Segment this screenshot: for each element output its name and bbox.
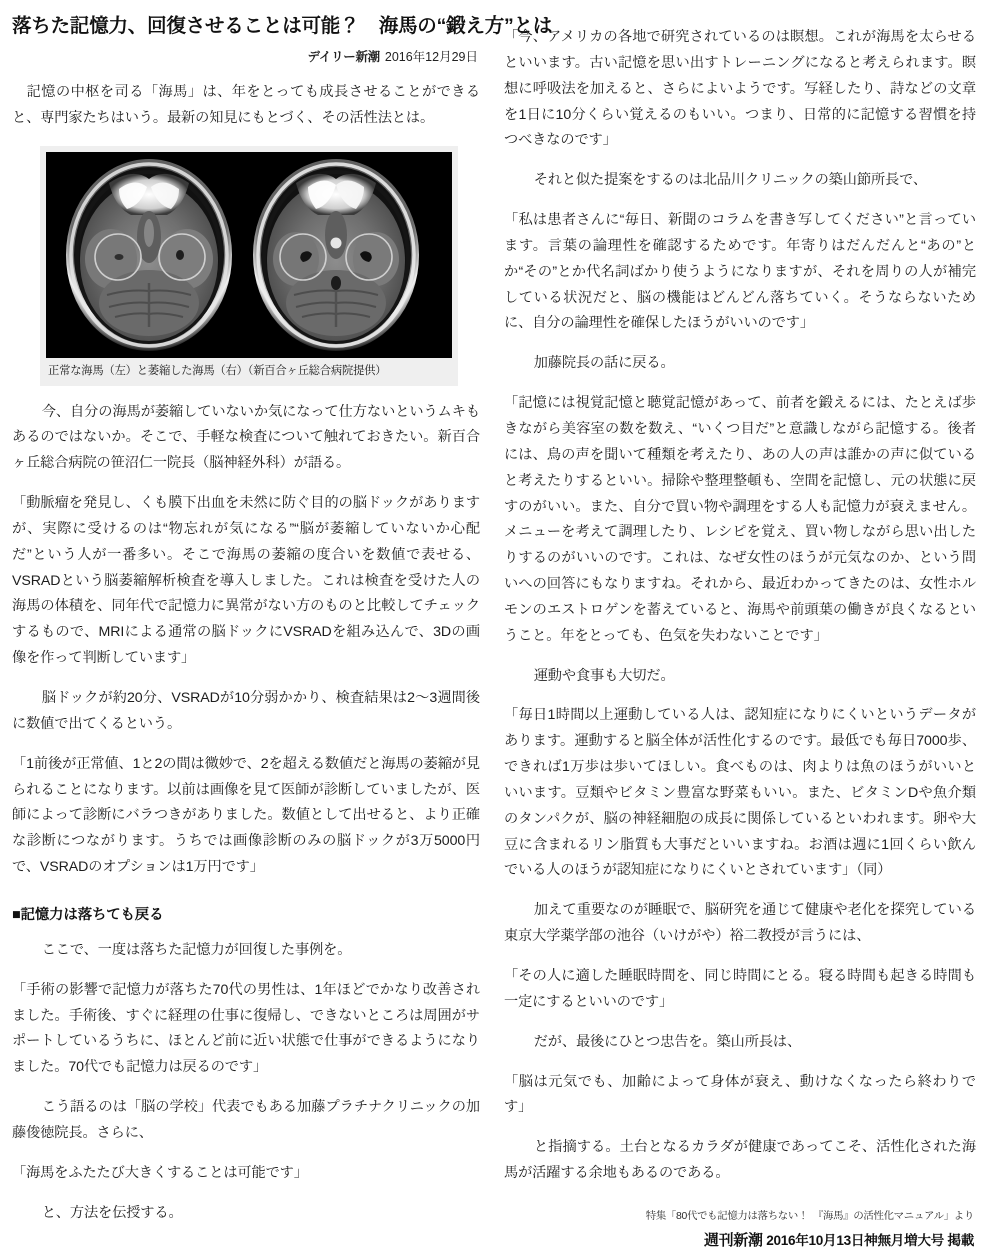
paragraph: 「海馬をふたたび大きくすることは可能です」: [12, 1164, 308, 1181]
lead-paragraph: 記憶の中枢を司る「海馬」は、年をとっても成長させることができると、専門家たちはいう。最新の知見にもとづく、その活性法とは。: [12, 83, 480, 126]
footer-attribution: [504, 1207, 976, 1250]
paragraph: 「その人に適した睡眠時間を、同じ時間にとる。寝る時間も起きる時間も一定にするといいのです」: [504, 968, 976, 1010]
paragraph: 「毎日1時間以上運動している人は、認知症になりにくいというデータがあります。運動すると脳全体が活性化するのです。最低でも毎日7000歩、できれば1万歩は歩いてほしい。食べものは、肉よりは魚のほうがいいといいます。豆類やビタミン豊富な野菜もいい。また、ビタミンDや魚介類のタンパクが、脳の神経細胞の成長に関係しているといわれます。卵や大豆に含まれるリン脂質も大事だといいますね。お酒は週に1回くらい飲んでいる人のほうが認知症になりにくいとされています」（同）: [504, 707, 976, 879]
paragraph: 「動脈瘤を発見し、くも膜下出血を未然に防ぐ目的の脳ドックがありますが、実際に受けるのは“物忘れが気になる”“脳が萎縮していないか心配だ”という人が一番多い。そこで海馬の萎縮の度合いを数値で表せる、VSRADという脳萎縮解析検査を導入しました。これは検査を受けた人の海馬の体積を、同年代で記憶力に異常がない方のものと比較してチェックするもので、MRIによる通常の脳ドックにVSRADを組み込んで、3Dの画像を作って判断しています」: [12, 495, 480, 667]
paragraph: 「記憶には視覚記憶と聴覚記憶があって、前者を鍛えるには、たとえば歩きながら美容室の数を数え、“いくつ目だ”と意識しながら記憶する。後者には、鳥の声を聞いて種類を考えたり、あの人の声は誰かの声に似ていると考えたりするといい。掃除や整理整頓も、空間を記憶し、元の状態に戻すのがいい。また、自分で買い物や調理をする人も記憶力が衰えません。メニューを考えて調理したり、レシピを覚え、買い物しながら思い出したりするのがいいのです。これは、なぜ女性のほうが元気なのか、という問いへの回答にもなりますね。それから、最近わかってきたのは、女性ホルモンのエストロゲンを蓄えていると、海馬や前頭葉の働きが良くなるということ。年をとっても、色気を失わないことです」: [504, 395, 976, 644]
paragraph: 「私は患者さんに“毎日、新聞のコラムを書き写してください”と言っています。言葉の論理性を確認するためです。年寄りはだんだんと“あの”とか“その”とか代名詞ばかり使うようになりますが、それを周りの人が補完している状況だと、脳の機能はどんどん落ちていく。そうならないために、自分の論理性を確保したほうがいいのです」: [504, 212, 976, 332]
paragraph: ここで、一度は落ちた記憶力が回復した事例を。: [27, 941, 352, 958]
paragraph: と、方法を伝授する。: [27, 1204, 183, 1221]
byline-source: デイリー新潮: [307, 49, 380, 64]
paragraph: 加えて重要なのが睡眠で、脳研究を通じて健康や老化を探究している東京大学薬学部の池谷（いけがや）裕二教授が言うには、: [504, 902, 976, 945]
footer-magazine: [504, 1229, 974, 1250]
paragraph: こう語るのは「脳の学校」代表でもある加藤プラチナクリニックの加藤俊徳院長。さらに、: [12, 1099, 480, 1141]
paragraph: だが、最後にひとつ忠告を。築山所長は、: [519, 1033, 802, 1050]
paragraph: 「1前後が正常値、1と2の間は微妙で、2を超える数値だと海馬の萎縮が見られることになります。以前は画像を見て医師が診断していましたが、医師によって診断にバラつきがありました。数値として出せると、より正確な診断につながります。うちでは画像診断のみの脳ドックが3万5000円で、VSRADのオプションは1万円です」: [12, 755, 480, 876]
mri-image: [46, 152, 452, 358]
section-heading: ■記憶力は落ちても戻る: [12, 906, 164, 923]
left-column: [12, 10, 553, 1227]
paragraph: 運動や食事も大切だ。: [519, 667, 675, 684]
paragraph: 今、自分の海馬が萎縮していないか気になって仕方ないというムキもあるのではないか。そこで、手軽な検査について触れておきたい。新百合ヶ丘総合病院の笹沼仁一院長（脳神経外科）が語る。: [12, 403, 480, 472]
byline: [12, 47, 480, 65]
byline-date: 2016年12月29日: [384, 49, 478, 64]
paragraph: 「今、アメリカの各地で研究されているのは瞑想。これが海馬を太らせるといいます。古い記憶を思い出すトレーニングになると考えられます。瞑想に呼吸法を加えると、さらによいようです。写経したり、詩などの文章を1日に10分くらい覚えるのもいい。つまり、日常的に記憶する習慣を持つべきなのです」: [504, 29, 976, 149]
right-column: [494, 10, 976, 1250]
figure-caption: 正常な海馬（左）と萎縮した海馬（右）（新百合ヶ丘総合病院提供）: [46, 358, 452, 386]
paragraph: 「手術の影響で記憶力が落ちた70代の男性は、1年ほどでかなり改善されました。手術後、すぐに経理の仕事に復帰し、できないところは周囲がサポートしているうちに、ほとんど前に近い状態で仕事ができるようになりました。70代でも記憶力は戻るのです」: [12, 981, 480, 1076]
paragraph: と指摘する。土台となるカラダが健康であってこそ、活性化された海馬が活躍する余地もあるのである。: [504, 1139, 976, 1182]
paragraph: それと似た提案をするのは北品川クリニックの築山節所長で、: [519, 172, 928, 189]
magazine-name: 週刊新潮: [703, 1231, 763, 1249]
page-title: 落ちた記憶力、回復させることは可能？ 海馬の“鍛え方”とは: [12, 15, 553, 37]
paragraph: 加藤院長の話に戻る。: [519, 355, 675, 372]
paragraph: 脳ドックが約20分、VSRADが10分弱かかり、検査結果は2〜3週間後に数値で出てくるという。: [12, 690, 480, 732]
footer-special-feature: 特集「80代でも記憶力は落ちない！ 『海馬』の活性化マニュアル」より: [645, 1210, 974, 1222]
figure-mri: [40, 146, 458, 386]
magazine-issue: 2016年10月13日神無月増大号 掲載: [766, 1232, 974, 1248]
paragraph: 「脳は元気でも、加齢によって身体が衰え、動けなくなったら終わりです」: [504, 1073, 976, 1116]
